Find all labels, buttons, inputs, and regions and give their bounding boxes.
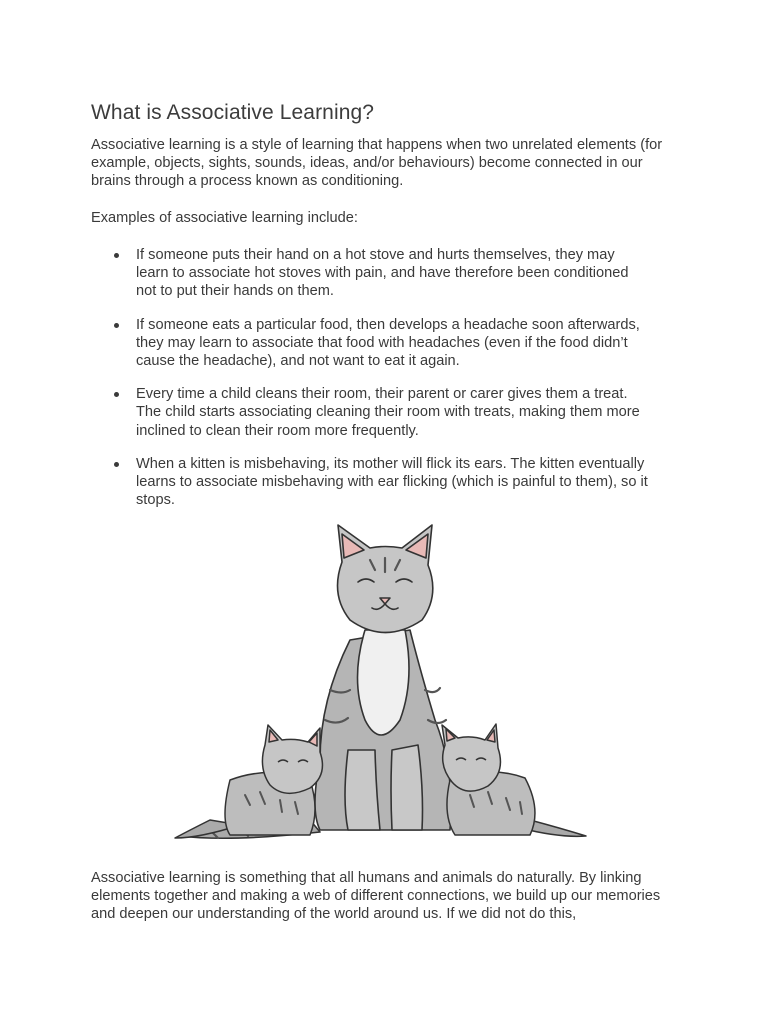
list-item-text: If someone eats a particular food, then develops a headache soon afterwards, they may learn to associate that food with headaches (even if the food didn’t cause the headache), and not want to eat it again. xyxy=(136,316,640,370)
examples-heading: Examples of associative learning include: xyxy=(91,210,358,226)
list-item-text: Every time a child cleans their room, their parent or carer gives them a treat. The child starts associating cleaning their room with treats, making them more inclined to clean their room more frequently. xyxy=(136,386,640,439)
list-item xyxy=(91,316,651,371)
cat-illustration xyxy=(170,520,590,845)
bullet-icon xyxy=(114,253,119,258)
outro-paragraph: Associative learning is something that all humans and animals do naturally. By linking elements together and making a web of different connections, we build up our memories and deepen our understanding of the world around us. If we did not do this, xyxy=(91,870,661,923)
bullet-icon xyxy=(114,392,119,397)
list-item xyxy=(91,385,651,440)
list-item xyxy=(91,246,651,301)
intro-paragraph: Associative learning is a style of learning that happens when two unrelated elements (for example, objects, sights, sounds, ideas, and/or behaviours) become connected in our brains through a process known as conditioning. xyxy=(91,137,663,190)
list-item xyxy=(91,455,651,510)
page-title: What is Associative Learning? xyxy=(91,101,375,124)
bullet-icon xyxy=(114,462,119,467)
bullet-icon xyxy=(114,323,119,328)
mother-cat-with-kittens-icon xyxy=(170,520,590,845)
list-item-text: When a kitten is misbehaving, its mother will flick its ears. The kitten eventually learns to associate misbehaving with ear flicking (which is painful to them), so it stops. xyxy=(136,455,648,509)
list-item-text: If someone puts their hand on a hot stove and hurts themselves, they may learn to associate hot stoves with pain, and have therefore been conditioned not to put their hands on them. xyxy=(136,247,629,300)
examples-list xyxy=(91,246,651,524)
